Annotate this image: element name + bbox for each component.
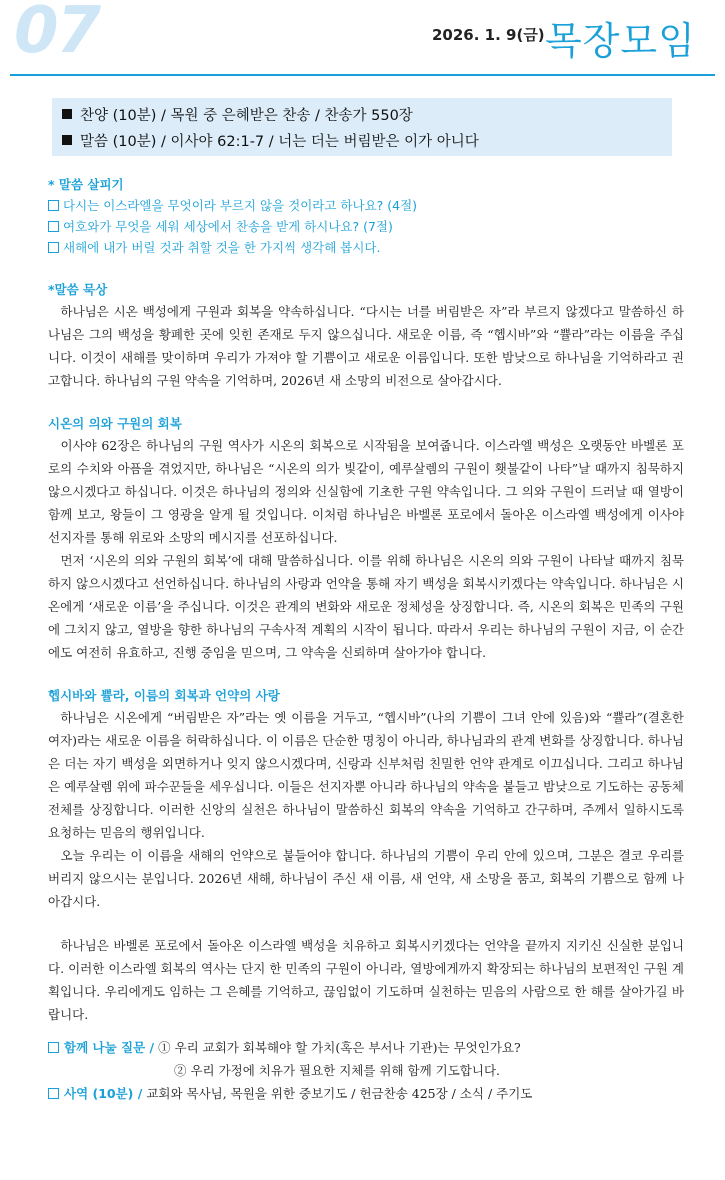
- closing-paragraph: 하나님은 바벨론 포로에서 돌아온 이스라엘 백성을 치유하고 회복시키겠다는 언약을 끝까지 지키신 신실한 분입니다. 이러한 이스라엘 회복의 역사는 단지 한 민족의 구원이 아니라, 열방에게까지 확장되는 하나님의 보편적인 구원 계획입니다. 우리에게도 임하는 그 은혜를 기억하고, 끊임없이 기도하며 실천하는 믿음의 사람으로 한 해를 살아가길 바랍니다.: [48, 938, 684, 1022]
- meeting-date: 2026. 1. 9(금): [432, 26, 545, 44]
- header-divider: [10, 74, 715, 76]
- praise-text: 찬양 (10분) / 목원 중 은혜받은 찬송 / 찬송가 550장: [80, 108, 413, 124]
- checkbox-icon: [48, 242, 59, 253]
- examine-heading: * 말씀 살피기: [48, 177, 124, 192]
- praise-line: [62, 104, 413, 125]
- discussion-question-1: ① 우리 교회가 회복해야 할 가치(혹은 부서나 기관)는 무엇인가요?: [158, 1040, 521, 1055]
- meditation-paragraph: 하나님은 시온 백성에게 구원과 회복을 약속하십니다. “다시는 너를 버림받은 자”라 부르지 않겠다고 말씀하신 하나님은 그의 백성을 황폐한 곳에 잊힌 존재로 두지 않으십니다. 새로운 이름, 즉 “헵시바”와 “쁄라”라는 이름을 주십니다. 이것이 새해를 맞이하며 우리가 가져야 할 기쁨이고 새로운 이름입니다. 또한 밤낮으로 하나님을 기억하라고 권고합니다. 하나님의 구원 약속을 기억하며, 2026년 새 소망의 비전으로 살아갑시다.: [48, 304, 684, 388]
- zion-paragraph-2: 먼저 ‘시온의 의와 구원의 회복’에 대해 말씀하십니다. 이를 위해 하나님은 시온의 의와 구원이 나타날 때까지 침묵하지 않으시겠다고 선언하십니다. 하나님의 사랑과 언약을 통해 자기 백성을 회복시키겠다는 약속입니다. 하나님은 시온에게 ‘새로운 이름’을 주십니다. 이것은 관계의 변화와 새로운 정체성을 상징합니다. 즉, 시온의 회복은 민족의 구원에 그치지 않고, 열방을 향한 하나님의 구속사적 계획의 시작이 됩니다. 따라서 우리는 하나님의 구원이 지금, 이 순간에도 여전히 유효하고, 진행 중임을 믿으며, 그 약속을 신뢰하며 살아가야 합니다.: [48, 553, 684, 660]
- square-bullet-icon: [62, 109, 72, 119]
- checkbox-icon: [48, 200, 59, 211]
- question-text: 다시는 이스라엘을 무엇이라 부르지 않을 것이라고 하나요? (4절): [63, 198, 418, 213]
- schedule-box: [52, 98, 672, 156]
- main-content: [48, 174, 684, 1105]
- question-text: 새해에 내가 버릴 것과 취할 것을 한 가지씩 생각해 봅시다.: [63, 240, 381, 255]
- names-paragraph-2: 오늘 우리는 이 이름을 새해의 언약으로 붙들어야 합니다. 하나님의 기쁨이 우리 안에 있으며, 그분은 결코 우리를 버리지 않으시는 분입니다. 2026년 새해, 하나님이 주신 새 이름, 새 언약, 새 소망을 품고, 회복의 기쁨으로 함께 나아갑시다.: [48, 848, 684, 909]
- examine-question-1: [48, 195, 684, 216]
- word-text: 말씀 (10분) / 이사야 62:1-7 / 너는 더는 버림받은 이가 아니다: [80, 134, 479, 150]
- section-heading-names: 헵시바와 쁄라, 이름의 회복과 언약의 사랑: [48, 688, 280, 703]
- discussion-label: 함께 나눌 질문 /: [64, 1040, 155, 1055]
- mission-label: 사역 (10분) /: [64, 1086, 143, 1101]
- page-title: 목장모임: [545, 19, 696, 63]
- checkbox-icon: [48, 1088, 59, 1099]
- zion-paragraph-1: 이사야 62장은 하나님의 구원 역사가 시온의 회복으로 시작됨을 보여줍니다. 이스라엘 백성은 오랫동안 바벨론 포로의 수치와 아픔을 겪었지만, 하나님은 “시온의 의가 빛같이, 예루살렘의 구원이 횃불같이 나타”날 때까지 침묵하지 않으시겠다고 하십니다. 이것은 하나님의 정의와 신실함에 기초한 구원 약속입니다. 그 의와 구원이 드러날 때 열방이 함께 보고, 왕들이 그 영광을 알게 될 것입니다. 이처럼 하나님은 바벨론 포로에서 돌아온 이스라엘 백성에게 이사야 선지자를 통해 위로와 소망의 메시지를 선포하십니다.: [48, 438, 684, 545]
- checkbox-icon: [48, 221, 59, 232]
- checkbox-icon: [48, 1042, 59, 1053]
- square-bullet-icon: [62, 135, 72, 145]
- mission-text: 교회와 목사님, 목원을 위한 중보기도 / 헌금찬송 425장 / 소식 / 주기도: [146, 1086, 533, 1101]
- page-number: 07: [14, 0, 100, 68]
- question-text: 여호와가 무엇을 세워 세상에서 찬송을 받게 하시나요? (7절): [63, 219, 393, 234]
- word-line: [62, 130, 479, 151]
- names-paragraph-1: 하나님은 시온에게 “버림받은 자”라는 옛 이름을 거두고, “헵시바”(나의 기쁨이 그녀 안에 있음)와 “쁄라”(결혼한 여자)라는 새로운 이름을 허락하십니다. 이 이름은 단순한 명칭이 아니라, 하나님과의 관계 변화를 상징합니다. 하나님은 더는 자기 백성을 외면하거나 잊지 않으시겠다며, 신랑과 신부처럼 친밀한 언약 관계로 이끄십니다. 그리고 하나님은 예루살렘 위에 파수꾼들을 세우십니다. 이들은 선지자뿐 아니라 하나님의 약속을 붙들고 밤낮으로 기도하는 공동체 전체를 상징합니다. 이러한 신앙의 실천은 하나님이 말씀하신 회복의 약속을 기억하고 간구하며, 주께서 일하시도록 요청하는 믿음의 행위입니다.: [48, 710, 684, 840]
- examine-question-3: [48, 237, 684, 258]
- discussion-question-2: ② 우리 가정에 치유가 필요한 지체를 위해 함께 기도합니다.: [174, 1063, 500, 1078]
- discussion-line-1: [48, 1036, 684, 1059]
- section-heading-zion: 시온의 의와 구원의 회복: [48, 416, 182, 431]
- meditation-heading: *말씀 묵상: [48, 282, 108, 297]
- discussion-line-2: [48, 1059, 684, 1082]
- examine-question-2: [48, 216, 684, 237]
- mission-line: [48, 1082, 684, 1105]
